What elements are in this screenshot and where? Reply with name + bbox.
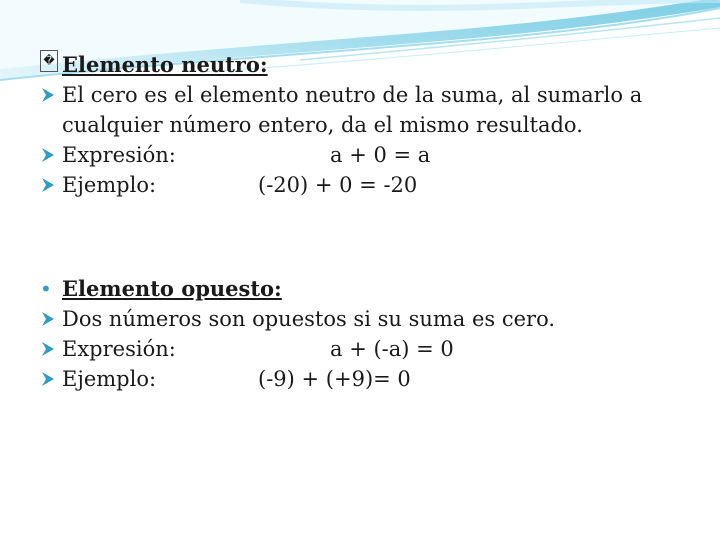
definition-opposite (40, 304, 700, 334)
expression-formula: a + 0 = a (330, 143, 431, 167)
arrow-right-icon (40, 364, 62, 394)
arrow-right-icon (40, 304, 62, 334)
expression-formula: a + (-a) = 0 (330, 337, 454, 361)
example-formula: (-20) + 0 = -20 (258, 173, 418, 197)
arrow-right-icon (40, 80, 62, 110)
example-row-opposite (40, 364, 700, 394)
expression-row-opposite (40, 334, 700, 364)
heading-opposite-element: Elemento opuesto: (62, 276, 282, 301)
missing-glyph-icon: � (40, 50, 58, 72)
expression-label: Expresión: (62, 143, 176, 167)
arrow-right-icon (40, 334, 62, 364)
arrow-right-icon (40, 140, 62, 170)
example-label: Ejemplo: (62, 367, 157, 391)
slide-content (40, 50, 700, 394)
example-row-neutral (40, 170, 700, 200)
bullet-dot-icon: • (40, 277, 52, 301)
definition-text: Dos números son opuestos si su suma es cero. (62, 307, 556, 331)
heading-neutral-element: Elemento neutro: (62, 52, 268, 77)
section-heading-opposite (40, 274, 700, 304)
example-formula: (-9) + (+9)= 0 (258, 367, 411, 391)
definition-neutral (40, 80, 700, 140)
expression-label: Expresión: (62, 337, 176, 361)
expression-row-neutral (40, 140, 700, 170)
section-heading-neutral (40, 50, 700, 80)
example-label: Ejemplo: (62, 173, 157, 197)
section-spacer (40, 200, 700, 274)
arrow-right-icon (40, 170, 62, 200)
definition-text: El cero es el elemento neutro de la suma, al sumarlo a cualquier número entero, da el mismo resultado. (62, 83, 643, 137)
